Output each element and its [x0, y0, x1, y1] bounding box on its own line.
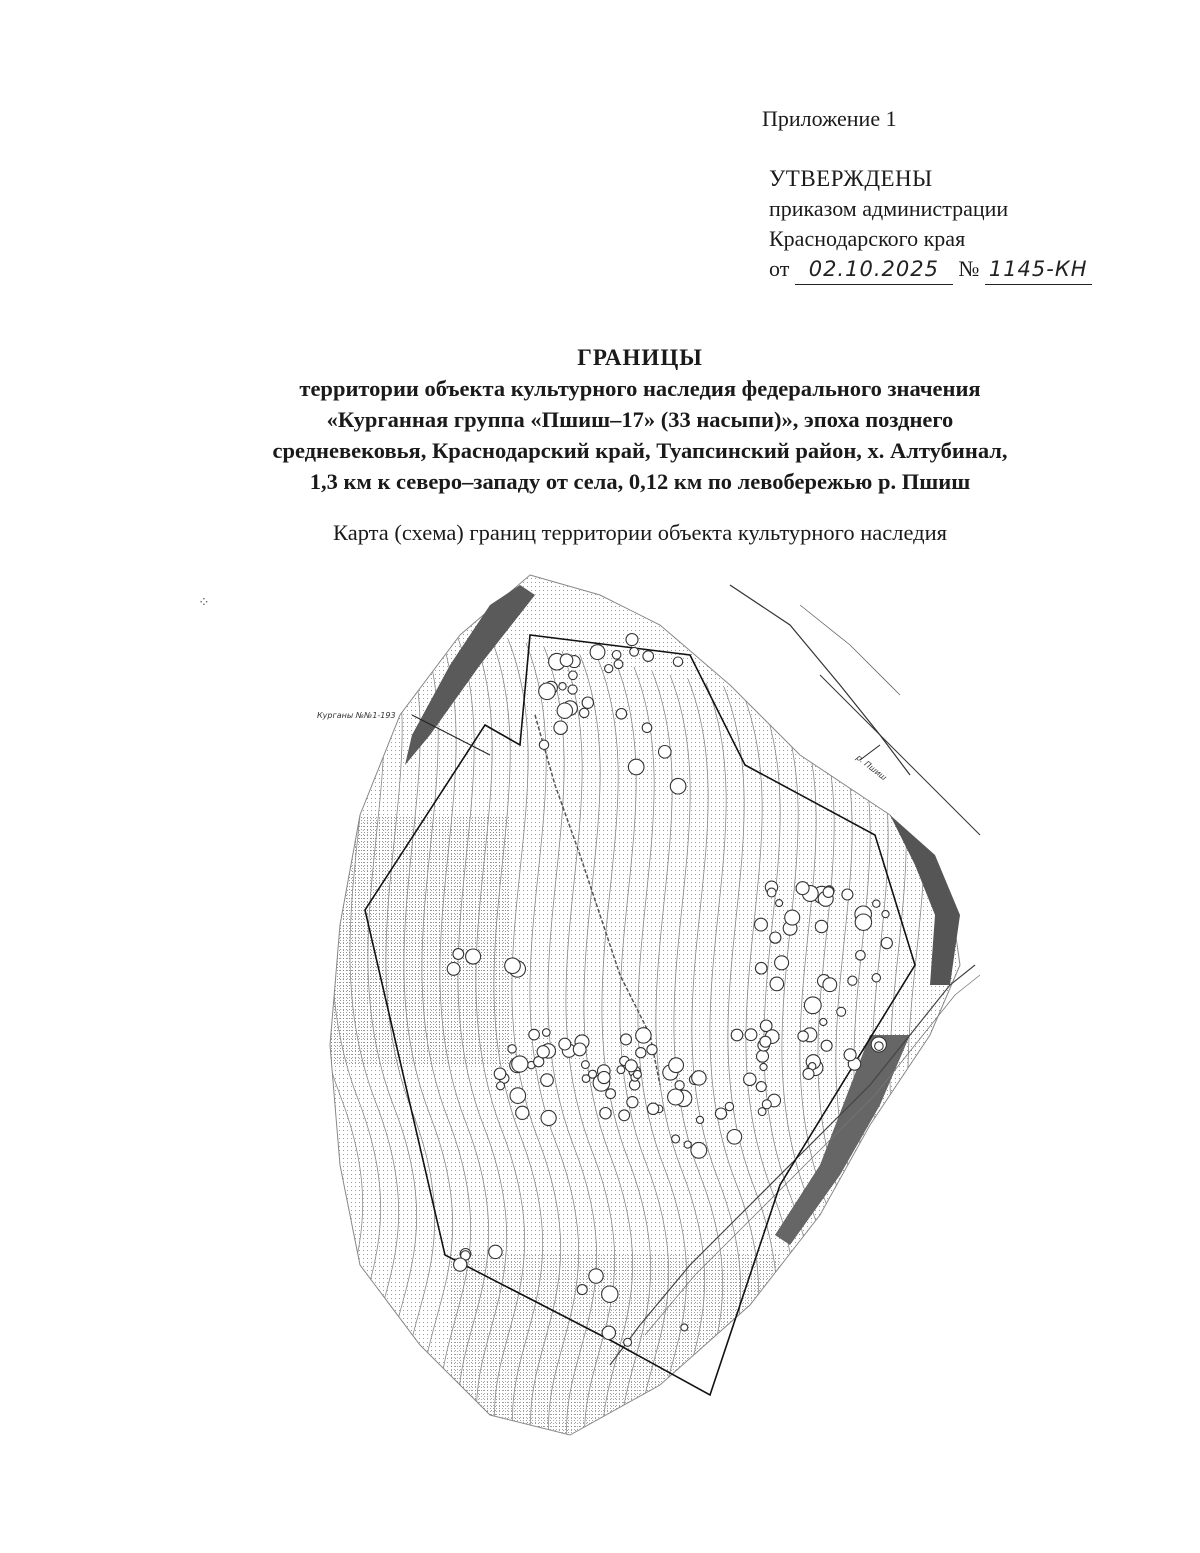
burial-mound: [582, 697, 593, 708]
burial-mound: [589, 1070, 597, 1078]
burial-mound: [494, 1068, 506, 1080]
title-line-4: 1,3 км к северо–западу от села, 0,12 км по левобережью р. Пшиш: [309, 469, 971, 494]
map-caption: Карта (схема) границ территории объекта культурного наследия: [333, 520, 947, 545]
burial-mound: [447, 963, 460, 976]
burial-mound: [770, 932, 781, 943]
burial-mound: [659, 746, 672, 759]
burial-mound: [755, 918, 768, 931]
burial-mound: [539, 683, 556, 700]
approval-date-line: [769, 254, 1092, 285]
burial-mound: [873, 900, 880, 907]
burial-mound: [569, 671, 578, 680]
burial-mound: [691, 1142, 707, 1158]
approval-line-2: Краснодарского края: [769, 226, 966, 251]
burial-mound: [510, 1088, 526, 1104]
burial-mound: [616, 709, 627, 720]
burial-mound: [466, 949, 481, 964]
burial-mound: [537, 1046, 549, 1058]
burial-mound: [882, 911, 889, 918]
kurgans-label: Курганы №№1-193: [317, 711, 396, 720]
burial-mound: [636, 1028, 651, 1043]
burial-mound: [755, 962, 767, 974]
burial-mound: [684, 1141, 691, 1148]
burial-mound: [642, 723, 652, 733]
burial-mound: [453, 949, 464, 960]
burial-mound: [605, 665, 613, 673]
river-bank-3: [800, 605, 900, 695]
burial-mound: [624, 1338, 632, 1346]
burial-mound: [589, 1269, 603, 1283]
boundary-map: [190, 565, 1010, 1455]
river-label: р. Пшиш: [854, 753, 889, 783]
burial-mound: [559, 683, 566, 690]
burial-mound: [454, 1258, 467, 1271]
burial-mound: [573, 1043, 586, 1056]
burial-mound: [541, 1110, 556, 1125]
approval-status: УТВЕРЖДЕНЫ: [769, 166, 933, 191]
corner-mark: ⁘: [198, 595, 210, 611]
burial-mound: [559, 1038, 571, 1050]
burial-mound: [796, 882, 809, 895]
burial-mound: [516, 1106, 529, 1119]
approval-block: [769, 164, 1092, 285]
burial-mound: [625, 1060, 637, 1072]
number-sign: №: [958, 256, 980, 281]
burial-mound: [756, 1082, 766, 1092]
burial-mound: [856, 951, 866, 961]
burial-mound: [820, 1018, 827, 1025]
title-line-3: средневековья, Краснодарский край, Туапсинский район, х. Алтубинал,: [272, 438, 1008, 463]
burial-mound: [539, 740, 548, 749]
burial-mound: [590, 645, 605, 660]
burial-mound: [580, 708, 589, 717]
burial-mound: [512, 1056, 528, 1072]
burial-mound: [745, 1029, 757, 1041]
burial-mound: [568, 685, 577, 694]
date-prefix: от: [769, 256, 790, 281]
burial-mound: [815, 920, 827, 932]
burial-mound: [541, 1074, 554, 1087]
burial-mound: [757, 1050, 769, 1062]
burial-mound: [775, 956, 789, 970]
burial-mound: [696, 1116, 703, 1123]
burial-mound: [621, 1034, 632, 1045]
burial-mound: [823, 887, 834, 898]
handwritten-date: 02.10.2025: [795, 254, 953, 285]
burial-mound: [872, 974, 880, 982]
burial-mound: [602, 1326, 615, 1339]
approval-line-1: приказом администрации: [769, 196, 1009, 221]
burial-mound: [647, 1045, 657, 1055]
burial-mound: [823, 978, 837, 992]
burial-mound: [692, 1071, 706, 1085]
burial-mound: [767, 888, 776, 897]
burial-mound: [557, 703, 572, 718]
burial-mound: [619, 1110, 630, 1121]
burial-mound: [497, 1082, 505, 1090]
burial-mound: [560, 654, 573, 667]
title-line-1: территории объекта культурного наследия федерального значения: [299, 376, 981, 401]
burial-mound: [725, 1102, 733, 1110]
burial-mound: [798, 1031, 808, 1041]
burial-mound: [670, 778, 686, 794]
burial-mound: [614, 660, 623, 669]
burial-mound: [554, 721, 567, 734]
burial-mound: [617, 1066, 625, 1074]
burial-mound: [675, 1081, 684, 1090]
burial-mound: [758, 1108, 766, 1116]
burial-mound: [842, 889, 853, 900]
burial-mound: [647, 1103, 658, 1114]
burial-mound: [643, 651, 654, 662]
burial-mound: [627, 1097, 638, 1108]
title-heading: ГРАНИЦЫ: [577, 345, 703, 370]
burial-mound: [626, 634, 638, 646]
burial-mound: [731, 1029, 743, 1041]
burial-mound: [672, 1135, 680, 1143]
burial-mound: [855, 914, 871, 930]
burial-mound: [804, 997, 821, 1014]
burial-mound: [582, 1061, 590, 1069]
burial-mound: [848, 976, 857, 985]
burial-mound: [602, 1286, 618, 1302]
burial-mound: [628, 759, 644, 775]
burial-mound: [508, 1045, 516, 1053]
burial-mound: [673, 657, 682, 666]
burial-mound: [715, 1108, 726, 1119]
burial-mound: [633, 1070, 641, 1078]
burial-mound: [803, 1068, 814, 1079]
burial-mound: [612, 651, 621, 660]
burial-mound: [785, 910, 800, 925]
burial-mound: [606, 1089, 616, 1099]
burial-mound: [727, 1130, 742, 1145]
burial-mound: [489, 1245, 502, 1258]
burial-mound: [760, 1036, 771, 1047]
burial-mound: [600, 1108, 611, 1119]
burial-mound: [669, 1058, 684, 1073]
burial-mound: [776, 900, 783, 907]
document-title: [160, 342, 1120, 497]
burial-mound: [744, 1073, 756, 1085]
burial-mound: [630, 647, 639, 656]
burial-mound: [529, 1029, 540, 1040]
burial-mound: [821, 1040, 832, 1051]
burial-mound: [668, 1089, 684, 1105]
burial-mound: [875, 1042, 884, 1051]
burial-mound: [837, 1007, 846, 1016]
burial-mound: [681, 1324, 688, 1331]
burial-mound: [636, 1048, 646, 1058]
burial-mound: [577, 1285, 587, 1295]
burial-mound: [770, 977, 784, 991]
burial-mound: [543, 1029, 551, 1037]
title-line-2: «Курганная группа «Пшиш–17» (33 насыпи)», эпоха позднего: [326, 407, 954, 432]
boundary-map-drawing: [190, 565, 1010, 1455]
burial-mound: [598, 1071, 610, 1083]
burial-mound: [760, 1063, 767, 1070]
burial-mound: [881, 938, 892, 949]
appendix-label: Приложение 1: [762, 106, 897, 131]
burial-mound: [844, 1049, 856, 1061]
burial-mound: [505, 958, 521, 974]
handwritten-number: 1145-КН: [985, 254, 1092, 285]
